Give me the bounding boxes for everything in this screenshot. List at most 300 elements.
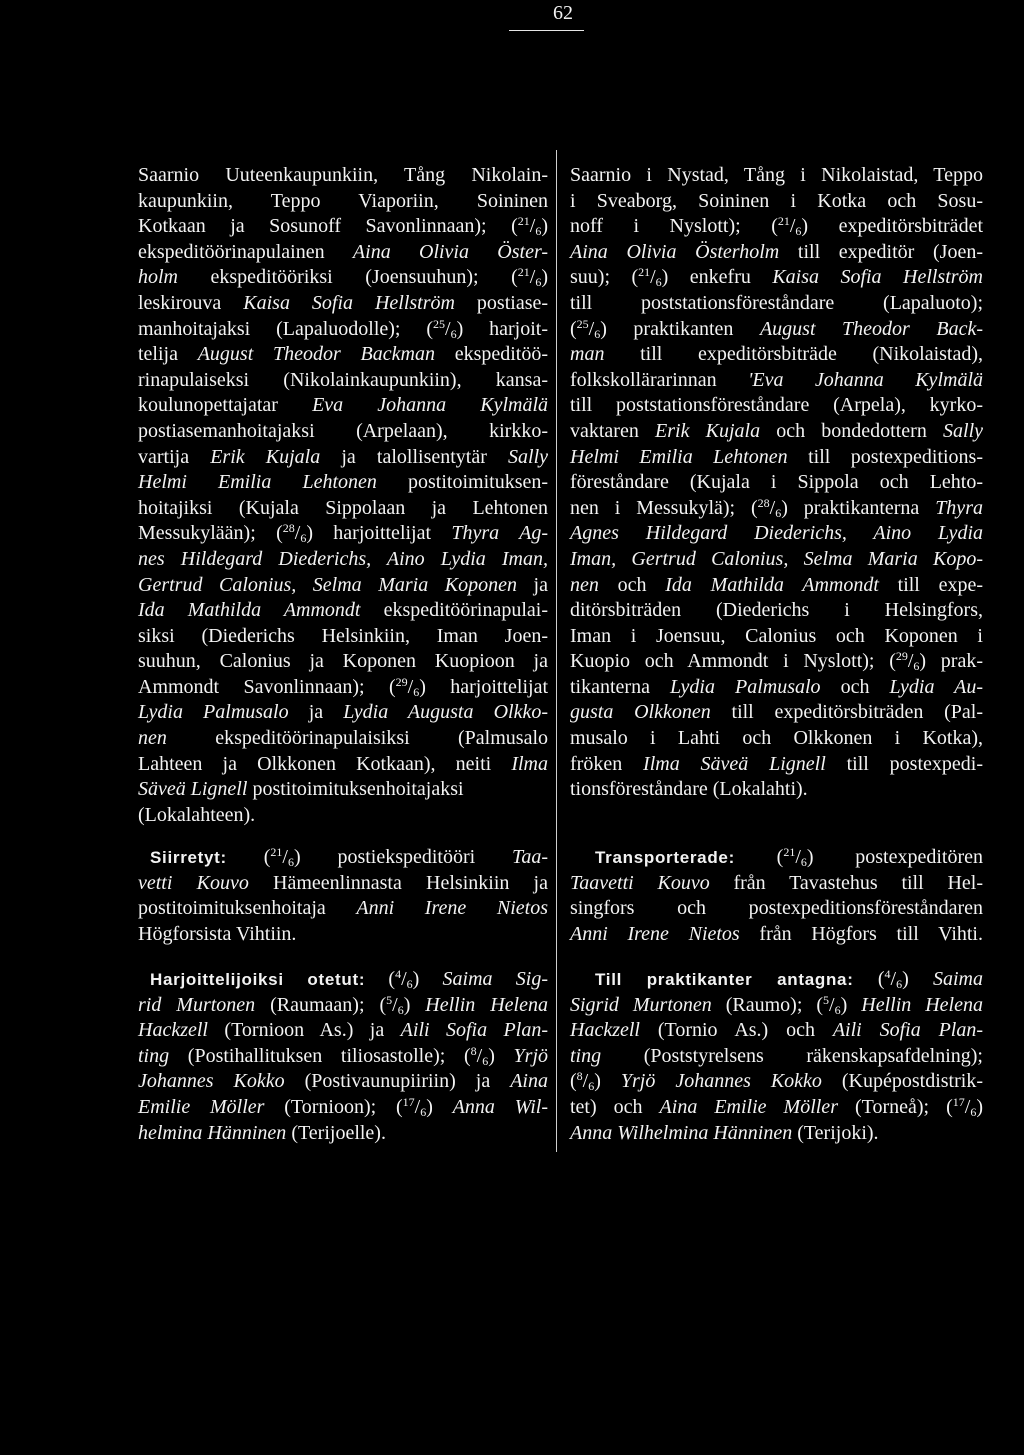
text-run: ( [734,846,784,868]
italic-name: ting [570,1044,602,1067]
italic-name: nen [138,727,167,750]
text-run: ( [570,317,577,340]
fraction-numerator: 21 [777,214,790,229]
text-line [570,265,983,291]
text-line [570,496,983,522]
text-run: från Högfors till Vihti. [739,922,983,945]
italic-name: Ida Mathilda Ammondt [665,573,879,596]
text-line [138,163,548,189]
paragraph [570,967,983,1146]
fraction-denominator: 6 [970,1104,977,1119]
text-run: i Sveaborg, Soininen i Kotka och Sosu- [570,189,983,212]
fraction-denominator: 6 [406,977,413,991]
italic-name: Johannes Kokko [138,1070,285,1093]
text-run: tet) och [570,1095,660,1118]
text-line [570,598,983,624]
text-run: till poststationsföreståndare (Lapaluoto); [570,291,983,314]
text-run: / [582,1070,589,1093]
fraction-denominator: 6 [413,684,420,699]
text-line [570,342,983,368]
text-line [138,521,548,547]
text-run: (Postihallituksen tiliosastolle); ( [169,1044,471,1067]
text-run: (Raumo); ( [711,993,824,1016]
text-run: (Kupépostdistrik- [821,1070,983,1093]
text-line [570,649,983,675]
text-line [570,752,983,778]
fraction-numerator: 21 [270,845,283,859]
fraction-numerator: 8 [470,1043,477,1058]
text-run: ( [853,968,885,990]
italic-name: Kaisa Sofia Hellström [772,266,983,289]
text-run: siksi (Diederichs Helsinkiin, Iman Joen- [138,624,548,647]
text-line [138,445,548,471]
text-run: ( [365,968,396,990]
text-line [570,317,983,343]
italic-name: Lydia Palmusalo [138,701,289,724]
text-run: ) [403,993,426,1016]
text-line [138,1044,548,1070]
text-line [570,214,983,240]
italic-name: Hellin Helena [425,993,548,1016]
text-line [570,368,983,394]
text-run: ) expeditörsbiträdet [801,215,983,238]
text-line [138,922,548,948]
fraction-denominator: 6 [420,1104,427,1119]
italic-name: Aina [510,1070,548,1093]
text-run: postitoimituksenhoitajaksi [247,778,464,801]
text-line [570,967,983,993]
text-run: och bondedottern [760,419,944,442]
italic-name: Aina Olivia Österholm [570,240,780,263]
fraction-numerator: 4 [884,967,891,981]
section-heading: Transporterade: [595,848,735,867]
text-line [570,1044,983,1070]
text-line [138,265,548,291]
italic-name: Säveä Lignell [138,778,248,801]
italic-name: Lydia Au- [889,675,983,698]
italic-name: Eva Johanna Kylmälä [312,394,549,417]
text-run: Saarnio Uuteenkaupunkiin, Tång Nikolain- [138,164,548,186]
text-run: / [407,675,414,698]
text-run: och [820,675,890,698]
text-run: till expeditörsbiträde (Nikolaistad), [604,343,983,366]
fraction-denominator: 6 [594,326,601,341]
text-run: / [392,993,398,1016]
fraction-numerator: 29 [395,674,408,689]
fraction-denominator: 6 [655,275,662,290]
text-run: manhoitajaksi (Lapaluodolle); ( [138,317,434,340]
italic-name: Sigrid Murtonen [570,993,712,1016]
italic-name: Ilma Säveä Lignell [643,752,826,775]
page-number: 62 [553,2,573,24]
italic-name: man [570,343,605,366]
fraction-denominator: 6 [834,1002,841,1017]
text-line [570,547,983,573]
text-run: Kotkaan ja Sosunoff Savonlinnaan); ( [138,215,518,238]
text-line [138,777,548,803]
text-run: suuhun, Calonius ja Koponen Kuopioon ja [138,650,548,673]
text-line [570,993,983,1019]
text-line [138,419,548,445]
text-line [570,573,983,599]
text-line [138,675,548,701]
text-run: ) [426,1095,453,1118]
italic-name: Gertrud Calonius, Selma Maria Koponen [138,573,517,596]
text-run: musalo i Lahti och Olkkonen i Kotka), [570,727,983,750]
text-run: / [529,266,536,289]
text-line [570,163,983,189]
text-run: ) harjoittelijat [419,675,548,698]
italic-name: Anna Wilhelmina Hänninen [570,1121,793,1144]
text-run: / [401,968,407,990]
text-line [570,419,983,445]
text-run: / [890,968,897,990]
italic-name: Yrjö Johannes Kokko [620,1070,822,1093]
text-run: kaupunkiin, Teppo Viaporiin, Soininen [138,189,548,212]
text-run: ja talollisentytär [320,445,509,468]
section-heading: Siirretyt: [150,848,227,867]
text-run: vartija [138,445,211,468]
fraction-numerator: 21 [638,265,651,280]
text-line [138,573,548,599]
italic-name: Hellin Helena [861,993,983,1016]
fraction-denominator: 6 [300,531,307,546]
italic-name: Helmi Emilia Lehtonen [138,471,377,494]
italic-name: Taa- [512,846,548,868]
text-line [570,521,983,547]
text-run: Högforsista Vihtiin. [138,922,297,945]
text-line [570,1121,983,1147]
text-run: (Tornio As.) och [639,1019,833,1042]
text-run: postiasemanhoitajaksi (Arpelaan), kirkko- [138,419,548,442]
text-run: ekspeditöö- [434,343,548,366]
section-heading: Harjoittelijoiksi otetut: [150,970,366,989]
italic-name: August Theodor Back- [759,317,983,340]
text-run: ( [226,846,271,868]
text-line [570,189,983,215]
text-line [138,547,548,573]
paragraph [138,845,548,947]
italic-name: Emilie Möller [138,1095,265,1118]
text-run: ja [288,701,344,724]
fraction-numerator: 8 [576,1069,583,1084]
text-run: till postexpeditions- [787,445,984,468]
italic-name: Anni Irene Nietos [356,897,549,920]
italic-name: Agnes Hildegard Diederichs, Aino Lydia [570,522,983,545]
text-run: / [414,1095,421,1118]
text-run: till expeditör (Joen- [779,240,983,263]
fraction-numerator: 28 [757,495,770,510]
text-run: ) [412,968,443,990]
italic-name: nen [570,573,599,596]
text-run: ekspeditööriksi (Joensuuhun); ( [178,266,518,289]
text-line [138,752,548,778]
italic-name: Erik Kujala [210,445,321,468]
fraction-numerator: 21 [517,265,530,280]
italic-name: Saima [932,968,983,990]
fraction-denominator: 6 [535,224,542,239]
section-heading: Till praktikanter antagna: [595,970,854,989]
italic-name: nes Hildegard Diederichs, Aino Lydia Iman, [138,547,548,570]
text-run: ) harjoit- [456,317,548,340]
text-line [138,1069,548,1095]
text-run: ) [976,1095,984,1118]
fraction-numerator: 17 [952,1094,965,1109]
text-run: tikanterna [570,675,670,698]
fraction-numerator: 21 [783,845,796,859]
italic-name: Thyra Ag- [451,522,548,545]
text-run: / [445,317,451,340]
fraction-denominator: 6 [535,275,542,290]
paragraph [570,163,983,803]
italic-name: Sally [508,445,549,468]
text-run: singfors och postexpeditionsföreståndaren [570,897,983,920]
italic-name: Ida Mathilda Ammondt [138,599,361,622]
text-run: ) [840,993,862,1016]
text-line [570,700,983,726]
text-run: ) [902,968,933,990]
italic-name: August Theodor Backman [197,343,435,366]
text-run: suu); ( [570,266,639,289]
text-run: fröken [570,752,644,775]
fraction-denominator: 6 [588,1079,595,1094]
text-line [138,342,548,368]
text-line [138,291,548,317]
text-run: / [829,993,835,1016]
left-column-finnish [138,0,548,1455]
text-line [138,598,548,624]
text-line [570,675,983,701]
fraction-denominator: 6 [287,855,294,869]
text-run: ) enkefru [661,266,773,289]
text-line [138,496,548,522]
text-line [138,368,548,394]
text-line [570,777,983,803]
fraction-numerator: 4 [395,967,402,981]
text-run: ) prak- [919,650,984,673]
text-run: ) praktikanterna [781,496,936,519]
text-run: ) postiekspeditööri [293,846,513,868]
text-run: (Poststyrelsens räkenskapsafdelning); [601,1044,983,1067]
italic-name: Iman, Gertrud Calonius, Selma Maria Kopo- [570,547,983,570]
text-run: ( [570,1070,577,1093]
italic-name: Aili Sofia Plan- [832,1019,984,1042]
text-line [138,700,548,726]
text-run: till expe- [878,573,983,596]
text-run: ekspeditöörinapulai- [360,599,548,622]
fraction-numerator: 5 [823,992,830,1007]
text-run: till expeditörsbiträden (Pal- [710,701,983,724]
italic-name: Ilma [511,752,548,775]
text-run: nen i Messukylä); ( [570,496,758,519]
text-run: ja [517,573,548,596]
fraction-denominator: 6 [913,659,920,674]
text-line [138,189,548,215]
text-run: Kuopio och Ammondt i Nyslott); ( [570,650,896,673]
text-line [138,871,548,897]
text-run: ) [541,215,548,238]
text-line [138,845,548,871]
text-line [570,393,983,419]
paragraph [570,845,983,947]
italic-name: Saima Sig- [442,968,548,990]
text-run: telija [138,343,198,366]
italic-name: Anni Irene Nietos [570,922,740,945]
italic-name: Aina Olivia Öster- [352,240,548,263]
italic-name: Anna Wil- [452,1095,549,1118]
text-line [570,1018,983,1044]
fraction-numerator: 21 [517,214,530,229]
text-line [138,896,548,922]
text-run: noff i Nyslott); ( [570,215,778,238]
italic-name: Kaisa Sofia Hellström [243,291,455,314]
text-run: / [964,1095,971,1118]
text-run: Hämeenlinnasta Helsinkiin ja [248,871,548,894]
text-line [138,726,548,752]
text-run: postitoimituksen- [376,471,549,494]
text-run: postiase- [454,291,549,314]
text-run: ) postexpeditören [806,846,983,868]
text-run: Ammondt Savonlinnaan); ( [138,675,396,698]
text-run: (Postivaunupiiriin) ja [284,1070,511,1093]
italic-name: Hackzell [138,1019,208,1042]
text-line [138,470,548,496]
italic-name: Aina Emilie Möller [659,1095,838,1118]
italic-name: holm [138,266,178,289]
text-line [138,624,548,650]
fraction-denominator: 6 [795,224,802,239]
paragraph [138,967,548,1146]
text-run: postitoimituksenhoitaja [138,897,357,920]
italic-name: Sally [943,419,984,442]
text-run: ) [594,1070,621,1093]
text-run: föreståndare (Kujala i Sippola och Lehto- [570,471,983,494]
text-run: ditörsbiträden (Diederichs i Helsingfors, [570,599,983,622]
italic-name: Erik Kujala [655,419,761,442]
text-run: till poststationsföreståndare (Arpela), kyrko- [570,394,983,417]
text-run: folkskollärarinnan [570,368,749,391]
italic-name: Lydia Augusta Olkko- [343,701,548,724]
text-run: / [529,215,536,238]
text-line [570,291,983,317]
text-run: / [650,266,656,289]
text-run: till postexpedi- [825,752,983,775]
text-run: koulunopettajatar [138,394,313,417]
text-line [570,1069,983,1095]
text-line [570,445,983,471]
text-run: Messukylään); ( [138,522,283,545]
text-run: / [795,846,801,868]
text-run: (Tornioon As.) ja [207,1019,401,1042]
text-run: och [598,573,666,596]
fraction-denominator: 6 [482,1053,489,1068]
text-run: / [282,846,288,868]
right-column-swedish [570,0,983,1455]
column-divider [556,150,557,1152]
fraction-numerator: 17 [402,1094,415,1109]
fraction-denominator: 6 [800,855,807,869]
fraction-denominator: 6 [896,977,903,991]
italic-name: gusta Olkkonen [570,701,711,724]
text-run: / [294,522,301,545]
text-run: vaktaren [570,419,656,442]
text-line [138,393,548,419]
text-run: / [588,317,595,340]
text-line [570,470,983,496]
text-line [138,240,548,266]
text-run: leskirouva [138,291,244,314]
text-run: (Raumaan); ( [255,993,387,1016]
text-line [570,726,983,752]
italic-name: Yrjö [513,1044,548,1067]
text-run: / [789,215,796,238]
text-line [570,624,983,650]
text-run: ) [541,266,548,289]
text-run: ) [488,1044,514,1067]
text-line [570,240,983,266]
text-run: ekspeditöörinapulaisiksi (Palmusalo [166,727,548,750]
text-line [138,214,548,240]
fraction-denominator: 6 [450,326,457,341]
text-line [138,1018,548,1044]
text-line [570,871,983,897]
italic-name: Lydia Palmusalo [670,675,821,698]
text-run: (Terijoelle). [286,1121,386,1144]
text-line [570,1095,983,1121]
paragraph [138,163,548,828]
italic-name: Taavetti Kouvo [570,871,710,894]
text-run: (Terijoki). [792,1121,879,1144]
text-line [138,1095,548,1121]
text-run: Lahteen ja Olkkonen Kotkaan), neiti [138,752,512,775]
text-line [570,845,983,871]
text-line [138,967,548,993]
italic-name: Aili Sofia Plan- [400,1019,548,1042]
italic-name: Hackzell [570,1019,640,1042]
italic-name: rid Murtonen [138,993,256,1016]
fraction-numerator: 25 [433,316,446,331]
text-line [138,993,548,1019]
text-line [138,649,548,675]
text-run: / [769,496,776,519]
italic-name: ting [138,1044,170,1067]
italic-name: 'Eva Johanna Kylmälä [748,368,983,391]
text-run: ) praktikanten [600,317,760,340]
text-line [138,317,548,343]
text-line [570,896,983,922]
text-run: Saarnio i Nystad, Tång i Nikolaistad, Teppo [570,164,983,186]
text-run: (Tornioon); ( [264,1095,403,1118]
text-run: Iman i Joensuu, Calonius och Koponen i [570,624,983,647]
italic-name: Thyra [935,496,983,519]
text-run: ekspeditöörinapulainen [138,240,353,263]
text-line [570,922,983,948]
fraction-denominator: 6 [775,505,782,520]
text-run: tionsföreståndare (Lokalahti). [570,778,808,801]
fraction-denominator: 6 [397,1002,404,1017]
fraction-numerator: 25 [576,316,589,331]
text-line [138,803,548,829]
italic-name: helmina Hänninen [138,1121,287,1144]
text-run: från Tavastehus till Hel- [709,871,983,894]
text-run: ) harjoittelijat [306,522,452,545]
text-run: rinapulaiseksi (Nikolainkaupunkiin), kansa- [138,368,548,391]
fraction-numerator: 5 [386,992,393,1007]
fraction-numerator: 29 [895,649,908,664]
text-run: / [907,650,914,673]
text-run: / [476,1044,483,1067]
fraction-numerator: 28 [282,521,295,536]
